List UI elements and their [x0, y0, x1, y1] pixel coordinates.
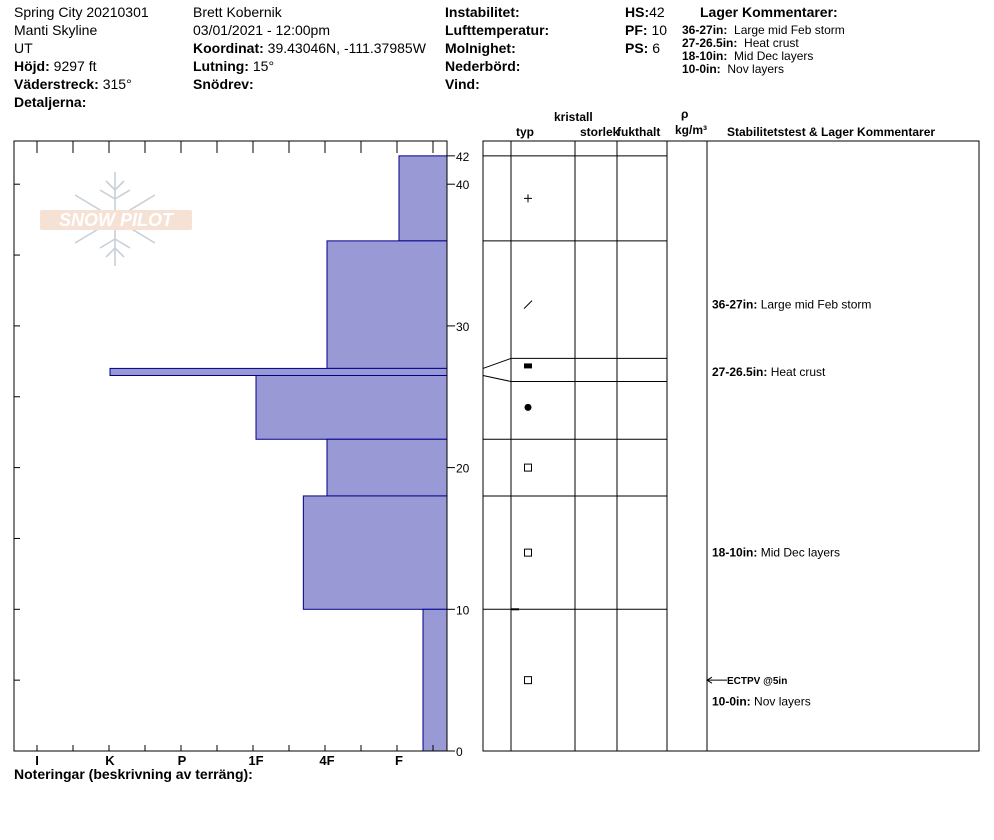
details-label: Detaljerna:	[14, 94, 87, 110]
drift-label: Snödrev:	[193, 76, 254, 92]
x-tick-label: 1F	[248, 753, 264, 768]
instability-label: Instabilitet:	[445, 4, 520, 20]
layer-comment-range: 36-27in:	[682, 23, 728, 37]
observer: Brett Kobernik	[193, 4, 282, 20]
coord-value: 39.43046N, -111.37985W	[267, 40, 426, 56]
aspect-value: 315°	[102, 76, 132, 92]
comment-text: Heat crust	[767, 364, 826, 379]
layer-comment-range: 18-10in:	[682, 49, 728, 63]
hs-label: 42	[456, 149, 470, 164]
pf-label: PF:	[625, 22, 648, 38]
layer-table	[483, 141, 979, 751]
pf-value: 10	[651, 22, 668, 38]
aspect-label: Väderstreck:	[14, 76, 99, 92]
col-stability: Stabilitetstest & Lager Kommentarer	[727, 125, 936, 139]
grain-facet-icon	[525, 464, 532, 471]
elevation-value: 9297 ft	[53, 58, 97, 74]
elevation-label: Höjd:	[14, 58, 50, 74]
comment-text: Large mid Feb storm	[757, 297, 872, 312]
grain-facet-icon	[525, 549, 532, 556]
col-density-symbol: ρ	[681, 107, 689, 121]
grain-crust-icon	[524, 363, 532, 368]
grain-facet-icon	[525, 677, 532, 684]
hs-value: 42	[649, 4, 665, 20]
slope-label: Lutning:	[193, 58, 249, 74]
hardness-bar	[110, 368, 447, 375]
layer-comment-entry	[712, 546, 840, 560]
coord-label: Koordinat:	[193, 40, 264, 56]
layer-comments-title: Lager Kommentarer:	[700, 4, 838, 20]
state: UT	[14, 40, 33, 56]
stability-test-label: ECTPV @5in	[727, 676, 788, 688]
col-density-unit: kg/m³	[675, 123, 708, 137]
hardness-bar	[423, 609, 447, 751]
hs-label: HS:	[625, 4, 650, 20]
col-size: storlek	[580, 125, 620, 139]
layer-comment-entry	[712, 694, 811, 708]
hardness-bars	[110, 156, 447, 751]
ps-value: 6	[652, 40, 661, 56]
layer-comment-range: 27-26.5in:	[682, 36, 738, 50]
clouds-label: Molnighet:	[445, 40, 516, 56]
layer-comment-text: Heat crust	[744, 36, 799, 50]
layer-comment-range: 10-0in:	[682, 62, 721, 76]
hardness-bar	[256, 375, 447, 439]
table-frame	[483, 141, 979, 751]
x-tick-label: F	[395, 753, 403, 768]
comment-text: Nov layers	[750, 694, 811, 709]
layer-comment-entry	[712, 365, 826, 379]
col-moisture: fukthalt	[617, 125, 661, 139]
hardness-bar	[327, 439, 447, 496]
grain-slash-icon	[524, 301, 532, 309]
x-tick-label: I	[35, 753, 39, 768]
wind-label: Vind:	[445, 76, 480, 92]
slope-value: 15°	[252, 58, 275, 74]
snowflake-logo-icon	[40, 172, 192, 266]
hardness-bar	[303, 496, 447, 609]
y-tick-label: 30	[456, 319, 470, 334]
layer-comment-text: Large mid Feb storm	[734, 23, 845, 37]
x-tick-label: 4F	[319, 753, 335, 768]
comment-range: 36-27in:	[712, 297, 758, 312]
y-tick-label: 40	[456, 178, 470, 193]
x-tick-label: P	[177, 753, 187, 768]
comment-range: 10-0in:	[712, 694, 751, 709]
precip-label: Nederbörd:	[445, 58, 521, 74]
col-type: typ	[516, 125, 534, 139]
grain-round-icon	[525, 404, 532, 411]
layer-comment-text: Mid Dec layers	[734, 49, 814, 63]
air-temp-label: Lufttemperatur:	[445, 22, 550, 38]
notes-label-text: Noteringar (beskrivning av terräng):	[14, 766, 253, 782]
y-tick-label: 10	[456, 603, 470, 618]
logo-text: SNOW PILOT	[59, 210, 173, 230]
layer-comment-text: Nov layers	[727, 62, 785, 76]
col-crystal-group: kristall	[554, 110, 593, 124]
hardness-bar	[399, 156, 447, 241]
layer-comment-entry	[712, 298, 871, 312]
site-name: Spring City 20210301	[14, 4, 149, 20]
hardness-bar	[327, 241, 447, 369]
comment-text: Mid Dec layers	[757, 545, 841, 560]
location: Manti Skyline	[14, 22, 98, 38]
datetime: 03/01/2021 - 12:00pm	[193, 22, 330, 38]
comment-range: 18-10in:	[712, 545, 758, 560]
y-tick-label: 0	[456, 745, 463, 759]
ps-label: PS:	[625, 40, 649, 56]
y-tick-label: 20	[456, 461, 470, 476]
x-tick-label: K	[105, 753, 115, 768]
comment-range: 27-26.5in:	[712, 364, 768, 379]
